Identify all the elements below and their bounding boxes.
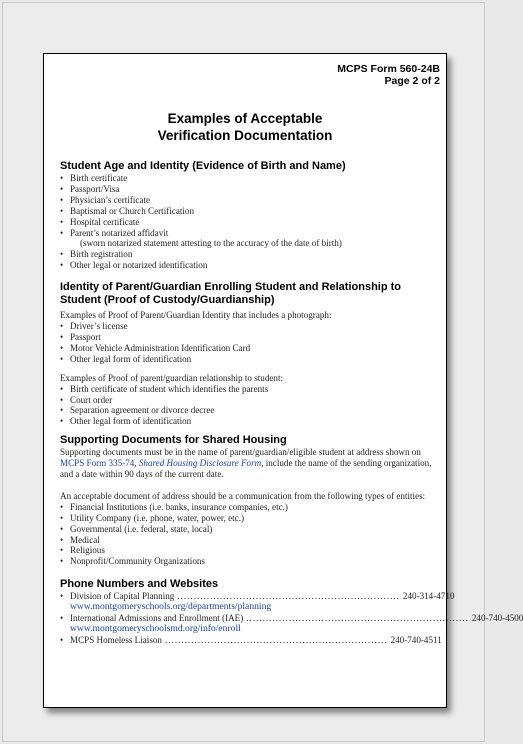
list-item: • Governmental (i.e. federal, state, local) bbox=[60, 523, 213, 534]
list-item: • Physician’s certificate bbox=[60, 194, 151, 205]
list-item bbox=[60, 591, 455, 602]
photo-id-list bbox=[60, 321, 432, 365]
bullet-icon: • bbox=[60, 556, 64, 567]
bullet-icon: • bbox=[60, 331, 64, 342]
bullet-icon: • bbox=[60, 205, 64, 216]
bullet-icon: • bbox=[60, 227, 64, 238]
document-page bbox=[43, 53, 523, 708]
bullet-icon: • bbox=[60, 173, 64, 183]
list-item: • Court order bbox=[60, 394, 113, 405]
bullet-icon: • bbox=[60, 216, 64, 227]
list-item: • Utility Company (i.e. phone, water, power, etc.) bbox=[60, 512, 245, 523]
section-heading-phone-numbers: Phone Numbers and Websites bbox=[60, 578, 219, 591]
bullet-icon: • bbox=[60, 321, 64, 332]
phone-row: MCPS Homeless Liaison .................................................................... 240-740-4511 bbox=[70, 634, 442, 645]
form-identifier bbox=[337, 63, 440, 87]
phone-number: 240-740-4500 bbox=[471, 613, 523, 624]
list-item: • Hospital certificate bbox=[60, 216, 140, 227]
list-item: • Separation agreement or divorce decree bbox=[60, 405, 215, 416]
title-line-1: Examples of Acceptable bbox=[167, 111, 323, 126]
bullet-icon: • bbox=[60, 394, 64, 405]
dot-leader: .................................................................... bbox=[246, 613, 469, 624]
list-item: • Religious bbox=[60, 545, 105, 556]
bullet-icon: • bbox=[60, 416, 64, 427]
title-line-2: Verification Documentation bbox=[157, 128, 333, 143]
document-title bbox=[44, 110, 446, 144]
bullet-icon: • bbox=[60, 183, 64, 194]
phone-row: International Admissions and Enrollment (IAE) .................................................................... 240-740-4500 bbox=[70, 613, 523, 624]
list-item: • Birth registration bbox=[60, 249, 133, 260]
bullet-icon: • bbox=[60, 405, 64, 416]
section-heading-parent-identity: Identity of Parent/Guardian Enrolling Student and Relationship to Student (Proof of Custody/Guardianship) bbox=[60, 281, 402, 307]
section-heading-shared-housing: Supporting Documents for Shared Housing bbox=[60, 434, 287, 447]
list-item: • Medical bbox=[60, 534, 100, 545]
bullet-icon: • bbox=[60, 545, 64, 556]
dot-leader: .................................................................... bbox=[164, 634, 388, 645]
phone-number: 240-740-4511 bbox=[390, 634, 442, 645]
list-item: • Passport/Visa bbox=[60, 183, 120, 194]
phone-row: Division of Capital Planning .................................................................... 240-314-4710 bbox=[70, 591, 455, 602]
relationship-list bbox=[60, 384, 432, 428]
list-item: • Birth certificate bbox=[60, 173, 128, 183]
list-item: • Driver’s license bbox=[60, 321, 128, 332]
bullet-icon: • bbox=[60, 501, 64, 512]
bullet-icon: • bbox=[60, 353, 64, 364]
list-item: • Motor Vehicle Administration Identification Card bbox=[60, 342, 251, 353]
identity-intro: Examples of Proof of Parent/Guardian Identity that includes a photograph: bbox=[60, 310, 332, 321]
bullet-icon: • bbox=[60, 342, 64, 353]
bullet-icon: • bbox=[60, 534, 64, 545]
bullet-icon: • bbox=[60, 613, 64, 624]
bullet-icon: • bbox=[60, 260, 64, 271]
bullet-icon: • bbox=[60, 383, 64, 394]
list-item: • Birth certificate of student which identifies the parents bbox=[60, 383, 269, 394]
entity-list bbox=[60, 502, 432, 567]
viewer-background bbox=[2, 2, 523, 742]
age-identity-list bbox=[60, 173, 432, 271]
bullet-icon: • bbox=[60, 194, 64, 205]
list-item: • Other legal form of identification bbox=[60, 353, 192, 364]
address-document-paragraph: An acceptable document of address should be a communication from the following types of entities: bbox=[60, 490, 426, 501]
bullet-icon: • bbox=[60, 591, 64, 602]
shared-housing-form-link[interactable]: Shared Housing Disclosure Form bbox=[138, 458, 262, 469]
form-number: MCPS Form 560-24B bbox=[337, 63, 440, 75]
list-item: • Other legal or notarized identification bbox=[60, 260, 208, 271]
list-item: • Baptismal or Church Certification bbox=[60, 205, 195, 216]
bullet-icon: • bbox=[60, 634, 64, 645]
enroll-website-link[interactable]: www.montgomeryschoolsmd.org/info/enroll bbox=[70, 623, 241, 634]
list-item: • Other legal form of identification bbox=[60, 416, 192, 427]
affidavit-note: (sworn notarized statement attesting to the accuracy of the date of birth) bbox=[80, 238, 342, 249]
phone-list bbox=[60, 591, 523, 646]
dot-leader: .................................................................... bbox=[177, 591, 400, 602]
planning-website-link[interactable]: www.montgomeryschools.org/departments/planning bbox=[70, 601, 272, 613]
document-body bbox=[60, 160, 523, 646]
phone-number: 240-314-4710 bbox=[402, 591, 455, 602]
list-item: • Financial Institutions (i.e. banks, insurance companies, etc.) bbox=[60, 501, 288, 512]
list-item: • Parent’s notarized affidavit (sworn notarized statement attesting to the accuracy of the date of birth) bbox=[60, 228, 432, 250]
page-number: Page 2 of 2 bbox=[384, 75, 440, 87]
bullet-icon: • bbox=[60, 523, 64, 534]
list-item: • Nonprofit/Community Organizations bbox=[60, 556, 205, 567]
relationship-intro: Examples of Proof of parent/guardian relationship to student: bbox=[60, 372, 283, 383]
list-item bbox=[60, 613, 523, 624]
housing-paragraph: Supporting documents must be in the name of parent/guardian/eligible student at address shown on MCPS Form 335-74, Shared Housing Disclosure Form, include the name of the sending organization, and a date within 90 days of the current date. bbox=[60, 447, 432, 480]
section-heading-age-identity: Student Age and Identity (Evidence of Birth and Name) bbox=[60, 160, 346, 172]
bullet-icon: • bbox=[60, 249, 64, 260]
form-335-74-link[interactable]: MCPS Form 335-74 bbox=[60, 458, 135, 469]
list-item bbox=[60, 634, 442, 646]
bullet-icon: • bbox=[60, 512, 64, 523]
list-item: • Passport bbox=[60, 331, 101, 342]
